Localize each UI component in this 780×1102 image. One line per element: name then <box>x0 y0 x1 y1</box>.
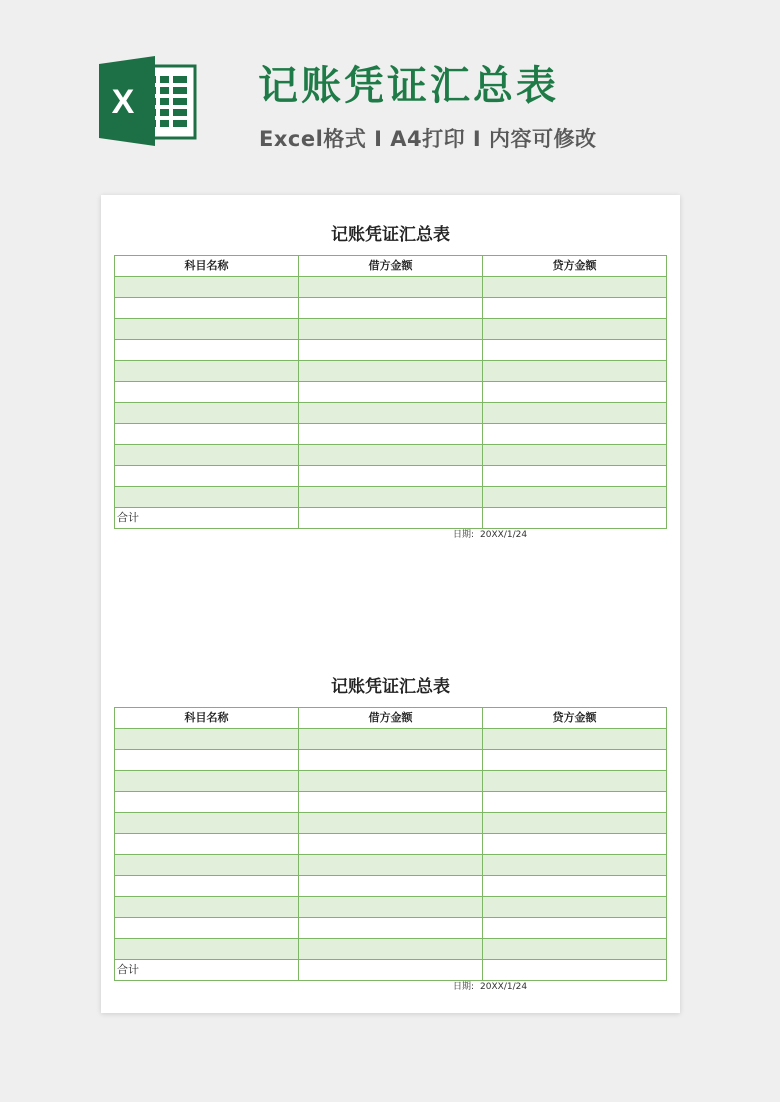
cell[interactable] <box>115 382 299 403</box>
table-row <box>115 466 667 487</box>
cell[interactable] <box>299 729 483 750</box>
date-line <box>453 527 527 540</box>
cell[interactable] <box>115 466 299 487</box>
table-row <box>115 897 667 918</box>
table-row <box>115 855 667 876</box>
cell[interactable] <box>299 487 483 508</box>
ledger-block-2 <box>101 673 680 992</box>
table-row <box>115 834 667 855</box>
cell[interactable] <box>483 445 667 466</box>
cell[interactable] <box>115 855 299 876</box>
total-credit-cell[interactable] <box>483 960 667 981</box>
cell[interactable] <box>299 792 483 813</box>
cell[interactable] <box>299 813 483 834</box>
table-row <box>115 340 667 361</box>
cell[interactable] <box>299 834 483 855</box>
logo-letter: X <box>111 83 135 121</box>
table-row <box>115 939 667 960</box>
cell[interactable] <box>483 771 667 792</box>
cell[interactable] <box>483 939 667 960</box>
table-row <box>115 792 667 813</box>
column-header-credit[interactable]: 贷方金额 <box>483 256 667 277</box>
ledger-table <box>114 255 667 529</box>
column-header-debit[interactable]: 借方金额 <box>299 256 483 277</box>
cell[interactable] <box>483 813 667 834</box>
cell[interactable] <box>115 403 299 424</box>
cell[interactable] <box>115 834 299 855</box>
cell[interactable] <box>115 340 299 361</box>
table-row <box>115 298 667 319</box>
cell[interactable] <box>115 445 299 466</box>
ledger-table <box>114 707 667 981</box>
table-row <box>115 403 667 424</box>
column-header-account[interactable]: 科目名称 <box>115 256 299 277</box>
spreadsheet-page <box>101 195 680 1013</box>
table-title: 记账凭证汇总表 <box>331 677 450 697</box>
cell[interactable] <box>483 403 667 424</box>
ledger-block-1 <box>101 221 680 540</box>
date-label: 日期: <box>453 982 475 992</box>
cell[interactable] <box>115 876 299 897</box>
cell[interactable] <box>299 750 483 771</box>
cell[interactable] <box>483 897 667 918</box>
table-row <box>115 319 667 340</box>
cell[interactable] <box>115 298 299 319</box>
total-credit-cell[interactable] <box>483 508 667 529</box>
table-row <box>115 750 667 771</box>
table-row <box>115 771 667 792</box>
table-row <box>115 277 667 298</box>
cell[interactable] <box>483 466 667 487</box>
cell[interactable] <box>483 298 667 319</box>
cell[interactable] <box>115 918 299 939</box>
total-row <box>115 960 667 981</box>
date-value: 20XX/1/24 <box>480 530 528 540</box>
cell[interactable] <box>483 855 667 876</box>
cell[interactable] <box>483 424 667 445</box>
cell[interactable] <box>483 382 667 403</box>
cell[interactable] <box>115 771 299 792</box>
total-row <box>115 508 667 529</box>
excel-logo-icon <box>99 56 197 146</box>
cell[interactable] <box>483 792 667 813</box>
table-row <box>115 361 667 382</box>
date-value: 20XX/1/24 <box>480 982 528 992</box>
cell[interactable] <box>299 277 483 298</box>
cell[interactable] <box>483 361 667 382</box>
cell[interactable] <box>299 466 483 487</box>
cell[interactable] <box>115 424 299 445</box>
date-line <box>453 979 527 992</box>
cell[interactable] <box>299 319 483 340</box>
cell[interactable] <box>299 424 483 445</box>
cell[interactable] <box>483 729 667 750</box>
cell[interactable] <box>115 487 299 508</box>
date-label: 日期: <box>453 530 475 540</box>
cell[interactable] <box>299 382 483 403</box>
cell[interactable] <box>483 487 667 508</box>
cell[interactable] <box>299 298 483 319</box>
cell[interactable] <box>115 813 299 834</box>
table-row <box>115 487 667 508</box>
table-row <box>115 876 667 897</box>
cell[interactable] <box>115 277 299 298</box>
header-row <box>115 256 667 277</box>
total-label[interactable]: 合计 <box>115 508 299 529</box>
table-title: 记账凭证汇总表 <box>331 225 450 245</box>
main-title: 记账凭证汇总表 <box>258 63 559 109</box>
cell[interactable] <box>299 855 483 876</box>
cell[interactable] <box>299 340 483 361</box>
cell[interactable] <box>115 319 299 340</box>
cell[interactable] <box>115 361 299 382</box>
cell[interactable] <box>115 939 299 960</box>
cell[interactable] <box>299 876 483 897</box>
cell[interactable] <box>299 939 483 960</box>
table-row <box>115 918 667 939</box>
subtitle: Excel格式 I A4打印 I 内容可修改 <box>259 127 597 151</box>
cell[interactable] <box>483 277 667 298</box>
cell[interactable] <box>299 918 483 939</box>
column-header-debit[interactable]: 借方金额 <box>299 708 483 729</box>
table-row <box>115 729 667 750</box>
table-row <box>115 813 667 834</box>
cell[interactable] <box>483 876 667 897</box>
cell[interactable] <box>483 750 667 771</box>
column-header-account[interactable]: 科目名称 <box>115 708 299 729</box>
cell[interactable] <box>483 340 667 361</box>
header-row <box>115 708 667 729</box>
cell[interactable] <box>299 361 483 382</box>
cell[interactable] <box>483 319 667 340</box>
table-row <box>115 424 667 445</box>
cell[interactable] <box>115 729 299 750</box>
cell[interactable] <box>299 897 483 918</box>
total-debit-cell[interactable] <box>299 960 483 981</box>
header <box>0 0 780 190</box>
cell[interactable] <box>115 792 299 813</box>
cell[interactable] <box>115 897 299 918</box>
cell[interactable] <box>483 918 667 939</box>
total-label[interactable]: 合计 <box>115 960 299 981</box>
cell[interactable] <box>115 750 299 771</box>
column-header-credit[interactable]: 贷方金额 <box>483 708 667 729</box>
cell[interactable] <box>299 445 483 466</box>
cell[interactable] <box>483 834 667 855</box>
cell[interactable] <box>299 771 483 792</box>
table-row <box>115 445 667 466</box>
cell[interactable] <box>299 403 483 424</box>
total-debit-cell[interactable] <box>299 508 483 529</box>
table-row <box>115 382 667 403</box>
